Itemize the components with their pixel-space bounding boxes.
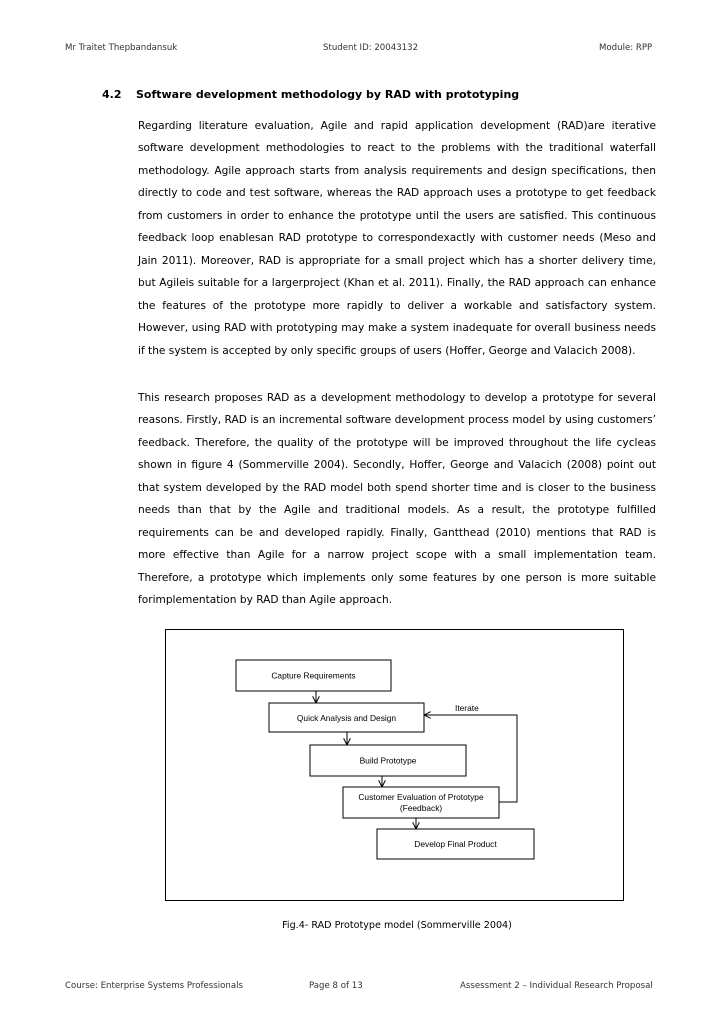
figure-caption (0, 920, 728, 931)
step-label-build-prototype: Build Prototype (359, 755, 417, 766)
footer-course: Course: Enterprise Systems Professionals (65, 981, 243, 991)
step-label-customer-evaluation: Customer Evaluation of Prototype (358, 792, 484, 802)
step-label-feedback-note: (Feedback) (399, 803, 443, 813)
step-label-quick-analysis: Quick Analysis and Design (296, 713, 397, 723)
step-label-develop-final-product: Develop Final Product (414, 839, 497, 849)
rad-prototype-figure (165, 629, 624, 901)
rad-diagram (166, 630, 625, 902)
step-label-capture-requirements: Capture Requirements (271, 670, 356, 681)
paragraph-research-proposal: This research proposes RAD as a development methodology to develop a prototype for several reasons. Firstly, RAD is an incremental software development process model by using customers’ feedback. Therefore, the quality of the prototype will be improved throughout the life cycleas shown in figure 4 (Sommerville 2004). Secondly, Hoffer, George and Valacich (2008) point out that system developed by the RAD model both spend shorter time and is closer to the business needs than that by the Agile and traditional models. As a result, the prototype fulfilled requirements can be and developed rapidly. Finally, Gantthead (2010) mentions that RAD is more effective than Agile for a narrow project scope with a small implementation team. Therefore, a prototype which implements only some features by one person is more suitable forimplementation by RAD than Agile approach. (138, 392, 656, 607)
header-student-id: Student ID: 20043132 (323, 43, 419, 53)
header-author: Mr Traitet Thepbandansuk (65, 43, 178, 53)
header-module: Module: RPP (599, 43, 653, 53)
iterate-label: Iterate (455, 703, 479, 713)
section-number: 4.2 (102, 88, 122, 101)
section-title: Software development methodology by RAD with prototyping (136, 88, 520, 101)
footer-assessment: Assessment 2 – Individual Research Proposal (460, 981, 653, 991)
section-heading (102, 88, 519, 101)
paragraph-literature-evaluation: Regarding literature evaluation, Agile and rapid application development (RAD)are iterative software development methodologies to react to the problems with the traditional waterfall methodology. Agile approach starts from analysis requirements and design specifications, then directly to code and test software, whereas the RAD approach uses a prototype to get feedback from customers in order to enhance the prototype until the users are satisfied. This continuous feedback loop enablesan RAD prototype to correspondexactly with customer needs (Meso and Jain 2011). Moreover, RAD is appropriate for a small project which has a shorter delivery time, but Agileis suitable for a largerproject (Khan et al. 2011). Finally, the RAD approach can enhance the features of the prototype more rapidly to deliver a workable and satisfactory system. However, using RAD with prototyping may make a system inadequate for overall business needs if the system is accepted by only specific groups of users (Hoffer, George and Valacich 2008). (138, 120, 656, 357)
footer-page-number: Page 8 of 13 (309, 981, 363, 991)
figure-caption-text: Fig.4- RAD Prototype model (Sommerville 2004) (282, 920, 512, 931)
